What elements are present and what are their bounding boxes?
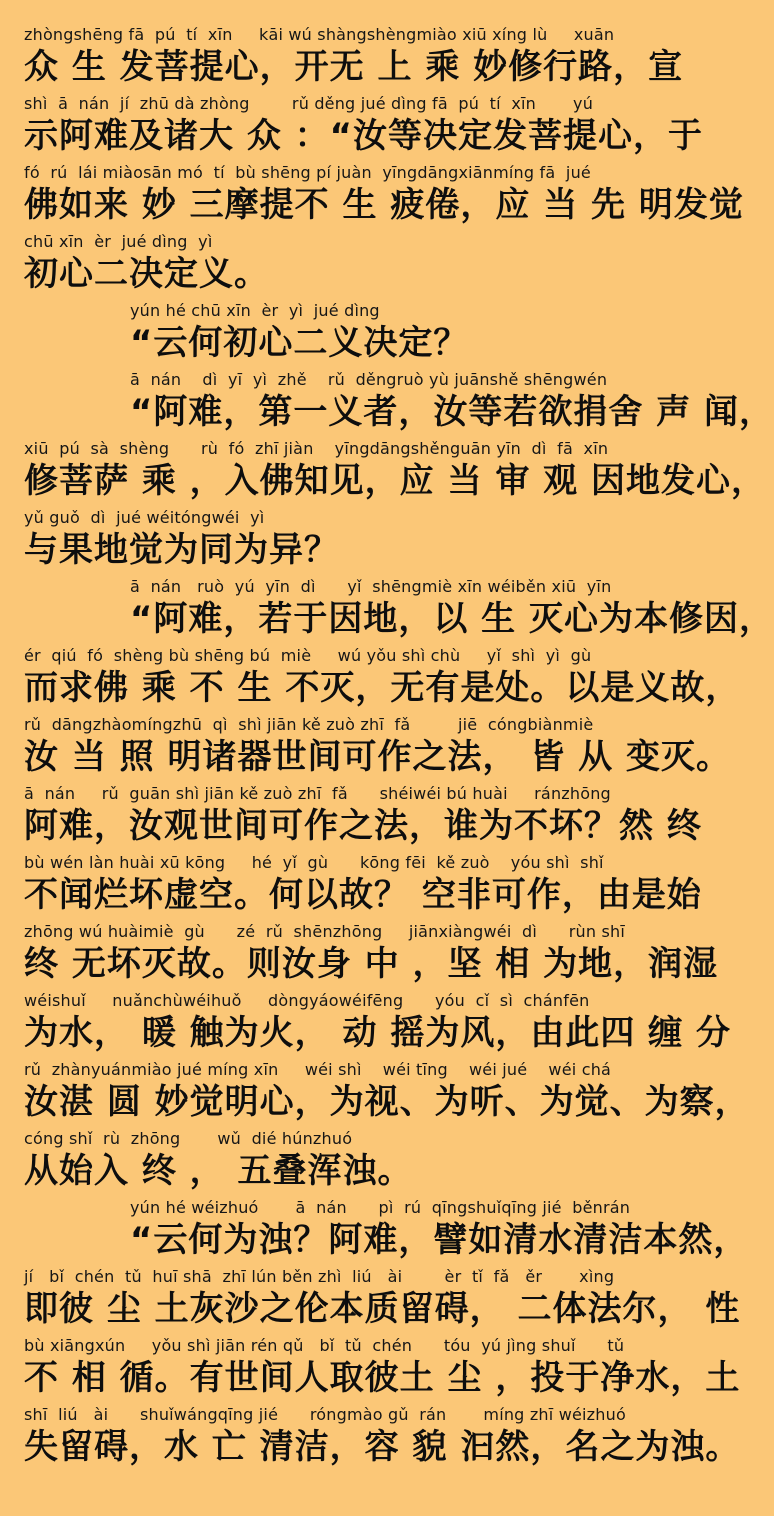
hanzi-row: “阿难，若于因地，以 生 灭心为本修因， xyxy=(130,599,774,639)
text-line-12 xyxy=(24,783,702,852)
pinyin-row: bù xiāngxún yǒu shì jiān rén qǔ bǐ tǔ chén tóu yú jìng shuǐ tǔ xyxy=(24,1336,625,1355)
text-line-18 xyxy=(24,1197,749,1266)
hanzi-row: “云何初心二义决定？ xyxy=(130,323,469,363)
text-line-10 xyxy=(24,645,741,714)
text-line-3 xyxy=(24,162,744,231)
pinyin-row: wéishuǐ nuǎnchùwéihuǒ dòngyáowéifēng yóu cǐ sì chánfēn xyxy=(24,991,590,1010)
pinyin-row: xiū pú sà shèng rù fó zhī jiàn yīngdāngshěnguān yīn dì fā xīn xyxy=(24,439,609,458)
hanzi-row: 从始入 终 ， 五叠浑浊。 xyxy=(24,1151,413,1191)
pinyin-row: ér qiú fó shèng bù shēng bú miè wú yǒu shì chù yǐ shì yì gù xyxy=(24,646,592,665)
hanzi-row: 众 生 发菩提心，开无 上 乘 妙修行路，宣 xyxy=(24,47,684,87)
text-line-6 xyxy=(24,369,774,438)
text-line-19 xyxy=(24,1266,741,1335)
hanzi-row: 示阿难及诸大 众 ：“汝等决定发菩提心，于 xyxy=(24,116,704,156)
hanzi-row: 阿难，汝观世间可作之法，谁为不坏？然 终 xyxy=(24,806,702,846)
text-line-7 xyxy=(24,438,767,507)
hanzi-row: “阿难，第一义者，汝等若欲捐舍 声 闻， xyxy=(130,392,774,432)
text-line-4 xyxy=(24,231,694,300)
text-line-1 xyxy=(24,24,694,93)
pinyin-row: ā nán ruò yú yīn dì yǐ shēngmiè xīn wéiběn xiū yīn xyxy=(130,577,612,596)
pinyin-row: rǔ dāngzhàomíngzhū qì shì jiān kě zuò zhī fǎ jiē cóngbiànmiè xyxy=(24,715,594,734)
text-line-15 xyxy=(24,990,732,1059)
text-line-20 xyxy=(24,1335,741,1404)
pinyin-row: yǔ guǒ dì jué wéitóngwéi yì xyxy=(24,508,265,527)
hanzi-row: 不闻烂坏虚空。何以故？ 空非可作，由是始 xyxy=(24,875,702,915)
hanzi-row: “云何为浊？阿难，譬如清水清洁本然， xyxy=(130,1220,749,1260)
text-line-17 xyxy=(24,1128,694,1197)
pinyin-row: yún hé wéizhuó ā nán pì rú qīngshuǐqīng jié běnrán xyxy=(130,1198,631,1217)
text-line-21 xyxy=(24,1404,741,1473)
text-line-13 xyxy=(24,852,702,921)
pinyin-row: chū xīn èr jué dìng yì xyxy=(24,232,213,251)
text-line-8 xyxy=(24,507,694,576)
text-line-9 xyxy=(24,576,774,645)
hanzi-row: 即彼 尘 土灰沙之伦本质留碍， 二体法尔， 性 xyxy=(24,1289,741,1329)
pinyin-row: fó rú lái miàosān mó tí bù shēng pí juàn yīngdāngxiānmíng fā jué xyxy=(24,163,591,182)
text-line-11 xyxy=(24,714,732,783)
hanzi-row: 终 无坏灭故。则汝身 中 ，坚 相 为地，润湿 xyxy=(24,944,719,984)
hanzi-row: 佛如来 妙 三摩提不 生 疲倦，应 当 先 明发觉 xyxy=(24,185,744,225)
hanzi-row: 与果地觉为同为异？ xyxy=(24,530,339,570)
hanzi-row: 为水， 暖 触为火， 动 摇为风，由此四 缠 分 xyxy=(24,1013,732,1053)
text-line-2 xyxy=(24,93,704,162)
pinyin-row: bù wén làn huài xū kōng hé yǐ gù kōng fēi kě zuò yóu shì shǐ xyxy=(24,853,604,872)
pinyin-row: zhòngshēng fā pú tí xīn kāi wú shàngshèngmiào xiū xíng lù xuān xyxy=(24,25,615,44)
pinyin-row: shì ā nán jí zhū dà zhòng rǔ děng jué dìng fā pú tí xīn yú xyxy=(24,94,594,113)
text-line-16 xyxy=(24,1059,750,1128)
hanzi-row: 而求佛 乘 不 生 不灭，无有是处。以是义故， xyxy=(24,668,741,708)
hanzi-row: 汝湛 圆 妙觉明心，为视、为听、为觉、为察， xyxy=(24,1082,750,1122)
hanzi-row: 初心二决定义。 xyxy=(24,254,269,294)
hanzi-row: 汝 当 照 明诸器世间可作之法， 皆 从 变灭。 xyxy=(24,737,732,777)
text-line-14 xyxy=(24,921,719,990)
pinyin-row: cóng shǐ rù zhōng wǔ dié húnzhuó xyxy=(24,1129,353,1148)
pinyin-row: yún hé chū xīn èr yì jué dìng xyxy=(130,301,380,320)
pinyin-row: ā nán rǔ guān shì jiān kě zuò zhī fǎ shéiwéi bú huài ránzhōng xyxy=(24,784,611,803)
hanzi-row: 修菩萨 乘 ，入佛知见，应 当 审 观 因地发心， xyxy=(24,461,767,501)
hanzi-row: 失留碍，水 亡 清洁，容 貌 汩然，名之为浊。 xyxy=(24,1427,741,1467)
pinyin-row: jí bǐ chén tǔ huī shā zhī lún běn zhì liú ài èr tǐ fǎ ěr xìng xyxy=(24,1267,615,1286)
pinyin-row: zhōng wú huàimiè gù zé rǔ shēnzhōng jiānxiàngwéi dì rùn shī xyxy=(24,922,626,941)
text-line-5 xyxy=(24,300,694,369)
pinyin-row: shī liú ài shuǐwángqīng jié róngmào gǔ rán míng zhī wéizhuó xyxy=(24,1405,626,1424)
pinyin-row: rǔ zhànyuánmiào jué míng xīn wéi shì wéi tīng wéi jué wéi chá xyxy=(24,1060,612,1079)
hanzi-row: 不 相 循。有世间人取彼土 尘 ，投于净水，土 xyxy=(24,1358,741,1398)
pinyin-row: ā nán dì yī yì zhě rǔ děngruò yù juānshě shēngwén xyxy=(130,370,608,389)
